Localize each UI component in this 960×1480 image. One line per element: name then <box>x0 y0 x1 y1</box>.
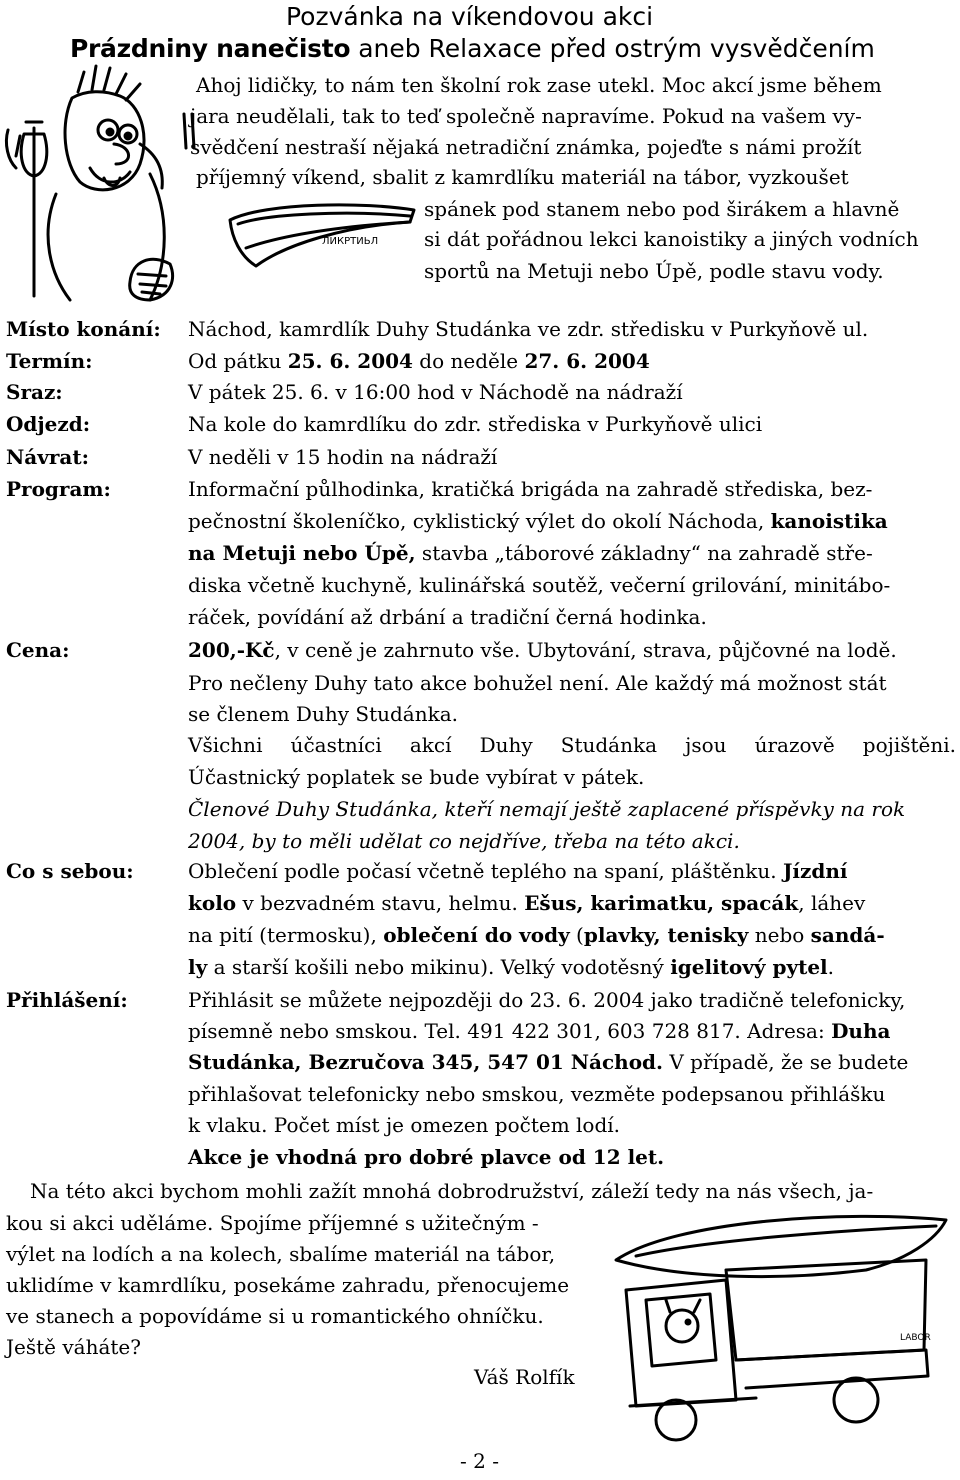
registration-line <box>188 1016 890 1047</box>
date-to-text: do neděle <box>412 349 525 373</box>
packing-text: a starší košili nebo mikinu). Velký vodotěsný <box>207 955 671 979</box>
packing-bike: kolo <box>188 891 237 915</box>
price-text: , v ceně je zahrnuto vše. Ubytování, strava, půjčovné na lodě. <box>274 638 897 662</box>
packing-bag: igelitový pytel <box>670 955 828 979</box>
program-line: ráček, povídání až drbání a tradiční černá hodinka. <box>188 605 707 629</box>
registration-line: Přihlásit se můžete nejpozději do 23. 6. 2004 jako tradičně telefonicky, <box>188 988 906 1012</box>
price-line: se členem Duhy Studánka. <box>188 702 459 726</box>
value-venue: Náchod, kamrdlík Duhy Studánka ve zdr. středisku v Purkyňově ul. <box>188 317 869 341</box>
price-line: Pro nečleny Duhy tato akce bohužel není. Ale každý má možnost stát <box>188 671 887 695</box>
packing-bike: Jízdní <box>782 859 848 883</box>
price-line <box>188 635 897 666</box>
program-text: pečnostní školeníčko, cyklistický výlet do okolí Náchoda, <box>188 509 771 533</box>
value-return: V neděli v 15 hodin na nádraží <box>188 445 498 469</box>
value-meeting: V pátek 25. 6. v 16:00 hod v Náchodě na nádraží <box>188 380 683 404</box>
label-packing: Co s sebou: <box>6 859 134 883</box>
price-line: Účastnický poplatek se bude vybírat v pátek. <box>188 765 645 789</box>
truck-bumper <box>630 1398 756 1406</box>
intro-line: jara neudělali, tak to teď společně napravíme. Pokud na vašem vy- <box>190 104 862 128</box>
members-note: Členové Duhy Studánka, kteří nemají ještě zaplacené příspěvky na rok <box>188 797 906 821</box>
label-program: Program: <box>6 477 111 501</box>
value-date <box>188 346 650 377</box>
intro-line: spánek pod stanem nebo pod širákem a hlavně <box>424 197 900 221</box>
program-line: Informační půlhodinka, kratičká brigáda na zahradě střediska, bez- <box>188 477 873 501</box>
packing-line <box>188 920 885 951</box>
closing-line: Ještě váháte? <box>6 1335 141 1359</box>
packing-line <box>188 952 834 983</box>
closing-line: kou si akci uděláme. Spojíme příjemné s užitečným - <box>6 1211 539 1235</box>
packing-text: ( <box>569 923 584 947</box>
registration-line: k vlaku. Počet míst je omezen počtem lodí. <box>188 1113 621 1137</box>
packing-text: , láhev <box>798 891 866 915</box>
intro-line: svědčení nestraší nějaká netradiční známka, pojeďte s námi prožít <box>190 135 862 159</box>
intro-line: sportů na Metuji nebo Úpě, podle stavu vody. <box>424 259 884 283</box>
packing-shoes: plavky, tenisky <box>583 923 749 947</box>
driver-head <box>666 1310 698 1342</box>
closing-line: Na této akci bychom mohli zažít mnohá dobrodružství, záleží tedy na nás všech, ja- <box>30 1179 874 1203</box>
registration-line: přihlašovat telefonicky nebo smskou, vezměte podepsanou přihlášku <box>188 1082 886 1106</box>
packing-text: Oblečení podle počasí včetně teplého na spaní, pláštěnku. <box>188 859 783 883</box>
intro-line: příjemný víkend, sbalit z kamrdlíku materiál na tábor, vyzkoušet <box>196 165 849 189</box>
packing-text: na pití (termosku), <box>188 923 384 947</box>
signature: Váš Rolfík <box>474 1365 575 1389</box>
program-line <box>188 506 888 537</box>
packing-sandals: ly <box>188 955 208 979</box>
date-start: 25. 6. 2004 <box>287 349 413 373</box>
closing-line: uklidíme v kamrdlíku, posekáme zahradu, přenocujeme <box>6 1273 570 1297</box>
label-return: Návrat: <box>6 445 89 469</box>
truck-window <box>646 1294 716 1366</box>
hair-strokes <box>78 66 140 100</box>
price-amount: 200,-Kč <box>188 638 275 662</box>
closing-line: ve stanech a popovídáme si u romantického ohníčku. <box>6 1304 544 1328</box>
bag-lines <box>138 274 166 294</box>
packing-text: v bezvadném stavu, helmu. <box>236 891 525 915</box>
label-price: Cena: <box>6 638 70 662</box>
label-meeting: Sraz: <box>6 380 63 404</box>
event-title-bold: Prázdniny nanečisto <box>70 34 351 63</box>
closing-line: výlet na lodích a na kolech, sbalíme materiál na tábor, <box>6 1242 556 1266</box>
packing-line <box>188 888 865 919</box>
truck-chassis <box>736 1350 928 1388</box>
registration-line <box>188 1047 908 1078</box>
truck-illustration <box>606 1200 956 1446</box>
label-venue: Místo konání: <box>6 317 161 341</box>
packing-text: . <box>827 955 834 979</box>
wheel-rear <box>834 1378 878 1422</box>
packing-sandals: sandá- <box>810 923 885 947</box>
intro-line: si dát pořádnou lekci kanoistiky a jiných vodních <box>424 227 919 251</box>
invitation-heading: Pozvánka na víkendovou akci <box>286 2 654 31</box>
date-end: 27. 6. 2004 <box>524 349 650 373</box>
registration-address: Studánka, Bezručova 345, 547 01 Náchod. <box>188 1050 663 1074</box>
event-title-subtitle: aneb Relaxace před ostrým vysvědčením <box>350 34 875 63</box>
date-from-text: Od pátku <box>188 349 288 373</box>
cartoon-paddler-illustration <box>0 64 200 304</box>
packing-text: nebo <box>748 923 811 947</box>
pupil-left <box>107 129 113 135</box>
pupil-right <box>125 133 131 139</box>
canoe-illustration <box>226 200 418 280</box>
page-number: - 2 - <box>460 1449 499 1473</box>
program-line <box>188 538 873 569</box>
packing-water-clothes: oblečení do vody <box>383 923 570 947</box>
price-line: Všichni účastníci akcí Duhy Studánka jsou úrazově pojištěni. <box>188 733 956 757</box>
members-note: 2004, by to měli udělat co nejdříve, třeba na této akci. <box>188 829 740 853</box>
program-canoeing: kanoistika <box>770 509 888 533</box>
label-registration: Přihlášení: <box>6 988 128 1012</box>
truck-canoe-rim <box>636 1226 936 1256</box>
swimmers-note: Akce je vhodná pro dobré plavce od 12 let. <box>188 1145 665 1169</box>
driver-eye <box>686 1320 690 1324</box>
event-title <box>70 34 875 64</box>
registration-address: Duha <box>831 1019 891 1043</box>
truck-label: LABOR <box>900 1333 931 1343</box>
value-departure: Na kole do kamrdlíku do zdr. střediska v Purkyňově ulici <box>188 412 763 436</box>
packing-gear: Ešus, karimatku, spacák <box>524 891 799 915</box>
nose <box>114 144 129 164</box>
packing-line <box>188 856 848 887</box>
wheel-front <box>656 1400 696 1440</box>
program-line: diska včetně kuchyně, kulinářská soutěž, večerní grilování, minitábo- <box>188 573 891 597</box>
registration-text: V případě, že se budete <box>663 1050 909 1074</box>
body-outline <box>48 174 164 300</box>
label-date: Termín: <box>6 349 93 373</box>
program-rivers: na Metuji nebo Úpě, <box>188 541 416 565</box>
registration-contact: písemně nebo smskou. Tel. 491 422 301, 603 728 817. Adresa: <box>188 1019 832 1043</box>
program-text: stavba „táborové základny“ na zahradě stře- <box>415 541 873 565</box>
arm-left <box>6 130 20 168</box>
label-departure: Odjezd: <box>6 412 91 436</box>
intro-line: Ahoj lidičky, to nám ten školní rok zase utekl. Moc akcí jsme během <box>196 73 882 97</box>
canoe-label: ЛИКРТИЬЛ <box>322 236 379 247</box>
